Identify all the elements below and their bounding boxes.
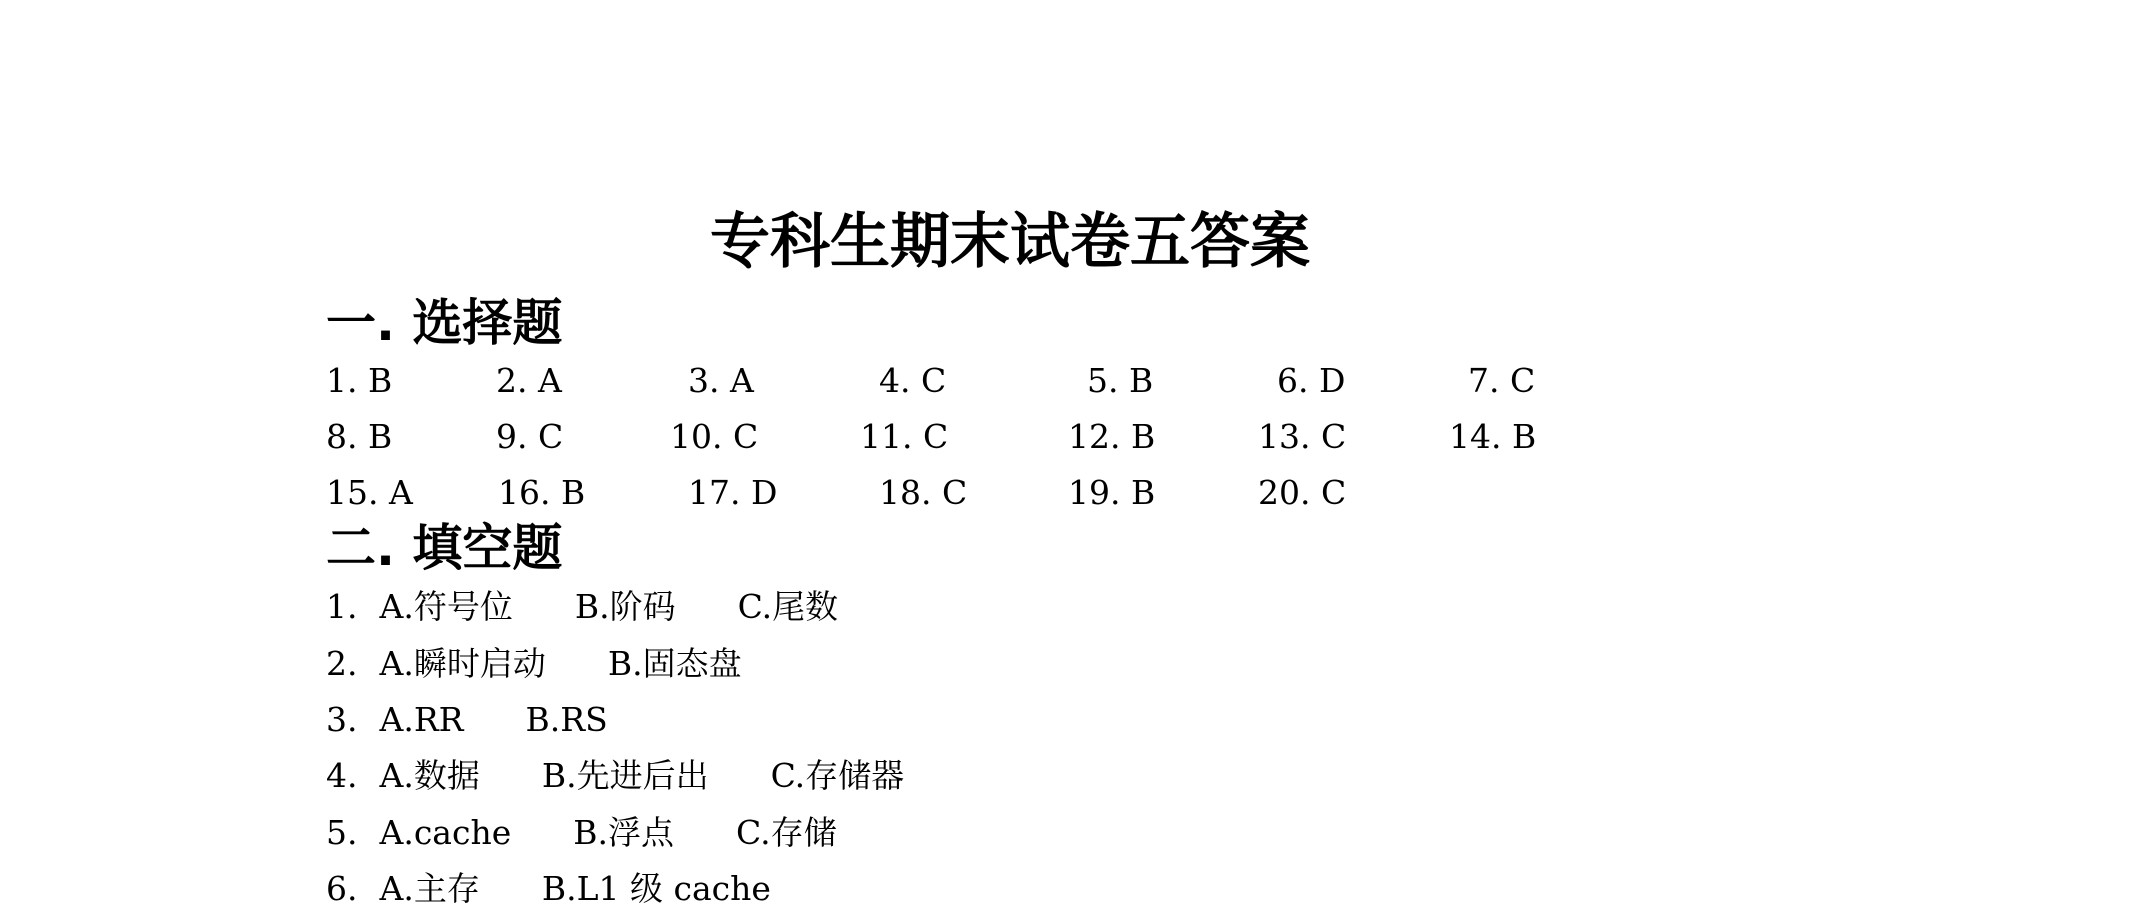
blank-answer: B.L1 级 cache — [541, 869, 771, 908]
blank-answer: C.尾数 — [737, 587, 839, 626]
blank-answer: B.阶码 — [574, 587, 676, 626]
choice-row — [0, 414, 2149, 460]
choice-answer: 6. D — [1277, 361, 1346, 400]
choice-answer: 20. C — [1258, 473, 1347, 512]
blank-answer: B.先进后出 — [541, 756, 709, 795]
choice-answer: 10. C — [670, 417, 759, 456]
item-number: 2. — [326, 644, 358, 683]
blank-answer: C.存储 — [736, 813, 837, 852]
blank-answer: A.符号位 — [379, 587, 513, 626]
choice-answer: 12. B — [1068, 417, 1156, 456]
choice-answer: 13. C — [1258, 417, 1347, 456]
choice-answer: 9. C — [496, 417, 564, 456]
choice-answer: 1. B — [326, 361, 393, 400]
blank-answer: B.RS — [525, 700, 608, 739]
blank-answer: A.RR — [379, 700, 464, 739]
document-title: 专科生期末试卷五答案 — [710, 207, 1310, 277]
choice-answer: 17. D — [688, 473, 778, 512]
choice-answer: 19. B — [1068, 473, 1156, 512]
choice-answer: 7. C — [1468, 361, 1536, 400]
blank-answer: A.主存 — [379, 869, 480, 908]
choice-answer: 15. A — [326, 473, 413, 512]
choice-answer: 8. B — [326, 417, 393, 456]
item-number: 4. — [326, 756, 358, 795]
choice-answer: 5. B — [1087, 361, 1154, 400]
item-number: 5. — [326, 813, 358, 852]
choice-answer: 3. A — [688, 361, 754, 400]
choice-answer: 2. A — [496, 361, 562, 400]
fill-item — [326, 866, 833, 912]
choice-answer: 11. C — [860, 417, 949, 456]
fill-item — [326, 697, 670, 743]
section-heading-multiple-choice: 一. 选择题 — [326, 294, 563, 352]
blank-answer: B.固态盘 — [607, 644, 742, 683]
item-number: 6. — [326, 869, 358, 908]
fill-item — [326, 584, 900, 630]
choice-row — [0, 470, 2149, 516]
choice-row — [0, 358, 2149, 404]
blank-answer: C.存储器 — [770, 756, 905, 795]
fill-item — [326, 641, 804, 687]
choice-answer: 4. C — [879, 361, 947, 400]
fill-item — [326, 810, 899, 856]
item-number: 1. — [326, 587, 358, 626]
blank-answer: A.cache — [379, 813, 512, 852]
blank-answer: B.浮点 — [573, 813, 674, 852]
choice-answer: 18. C — [879, 473, 968, 512]
choice-answer: 14. B — [1449, 417, 1537, 456]
blank-answer: A.数据 — [379, 756, 480, 795]
blank-answer: A.瞬时启动 — [379, 644, 546, 683]
fill-item — [326, 753, 966, 799]
section-heading-fill-in-blank: 二. 填空题 — [326, 519, 563, 577]
item-number: 3. — [326, 700, 358, 739]
choice-answer: 16. B — [498, 473, 586, 512]
